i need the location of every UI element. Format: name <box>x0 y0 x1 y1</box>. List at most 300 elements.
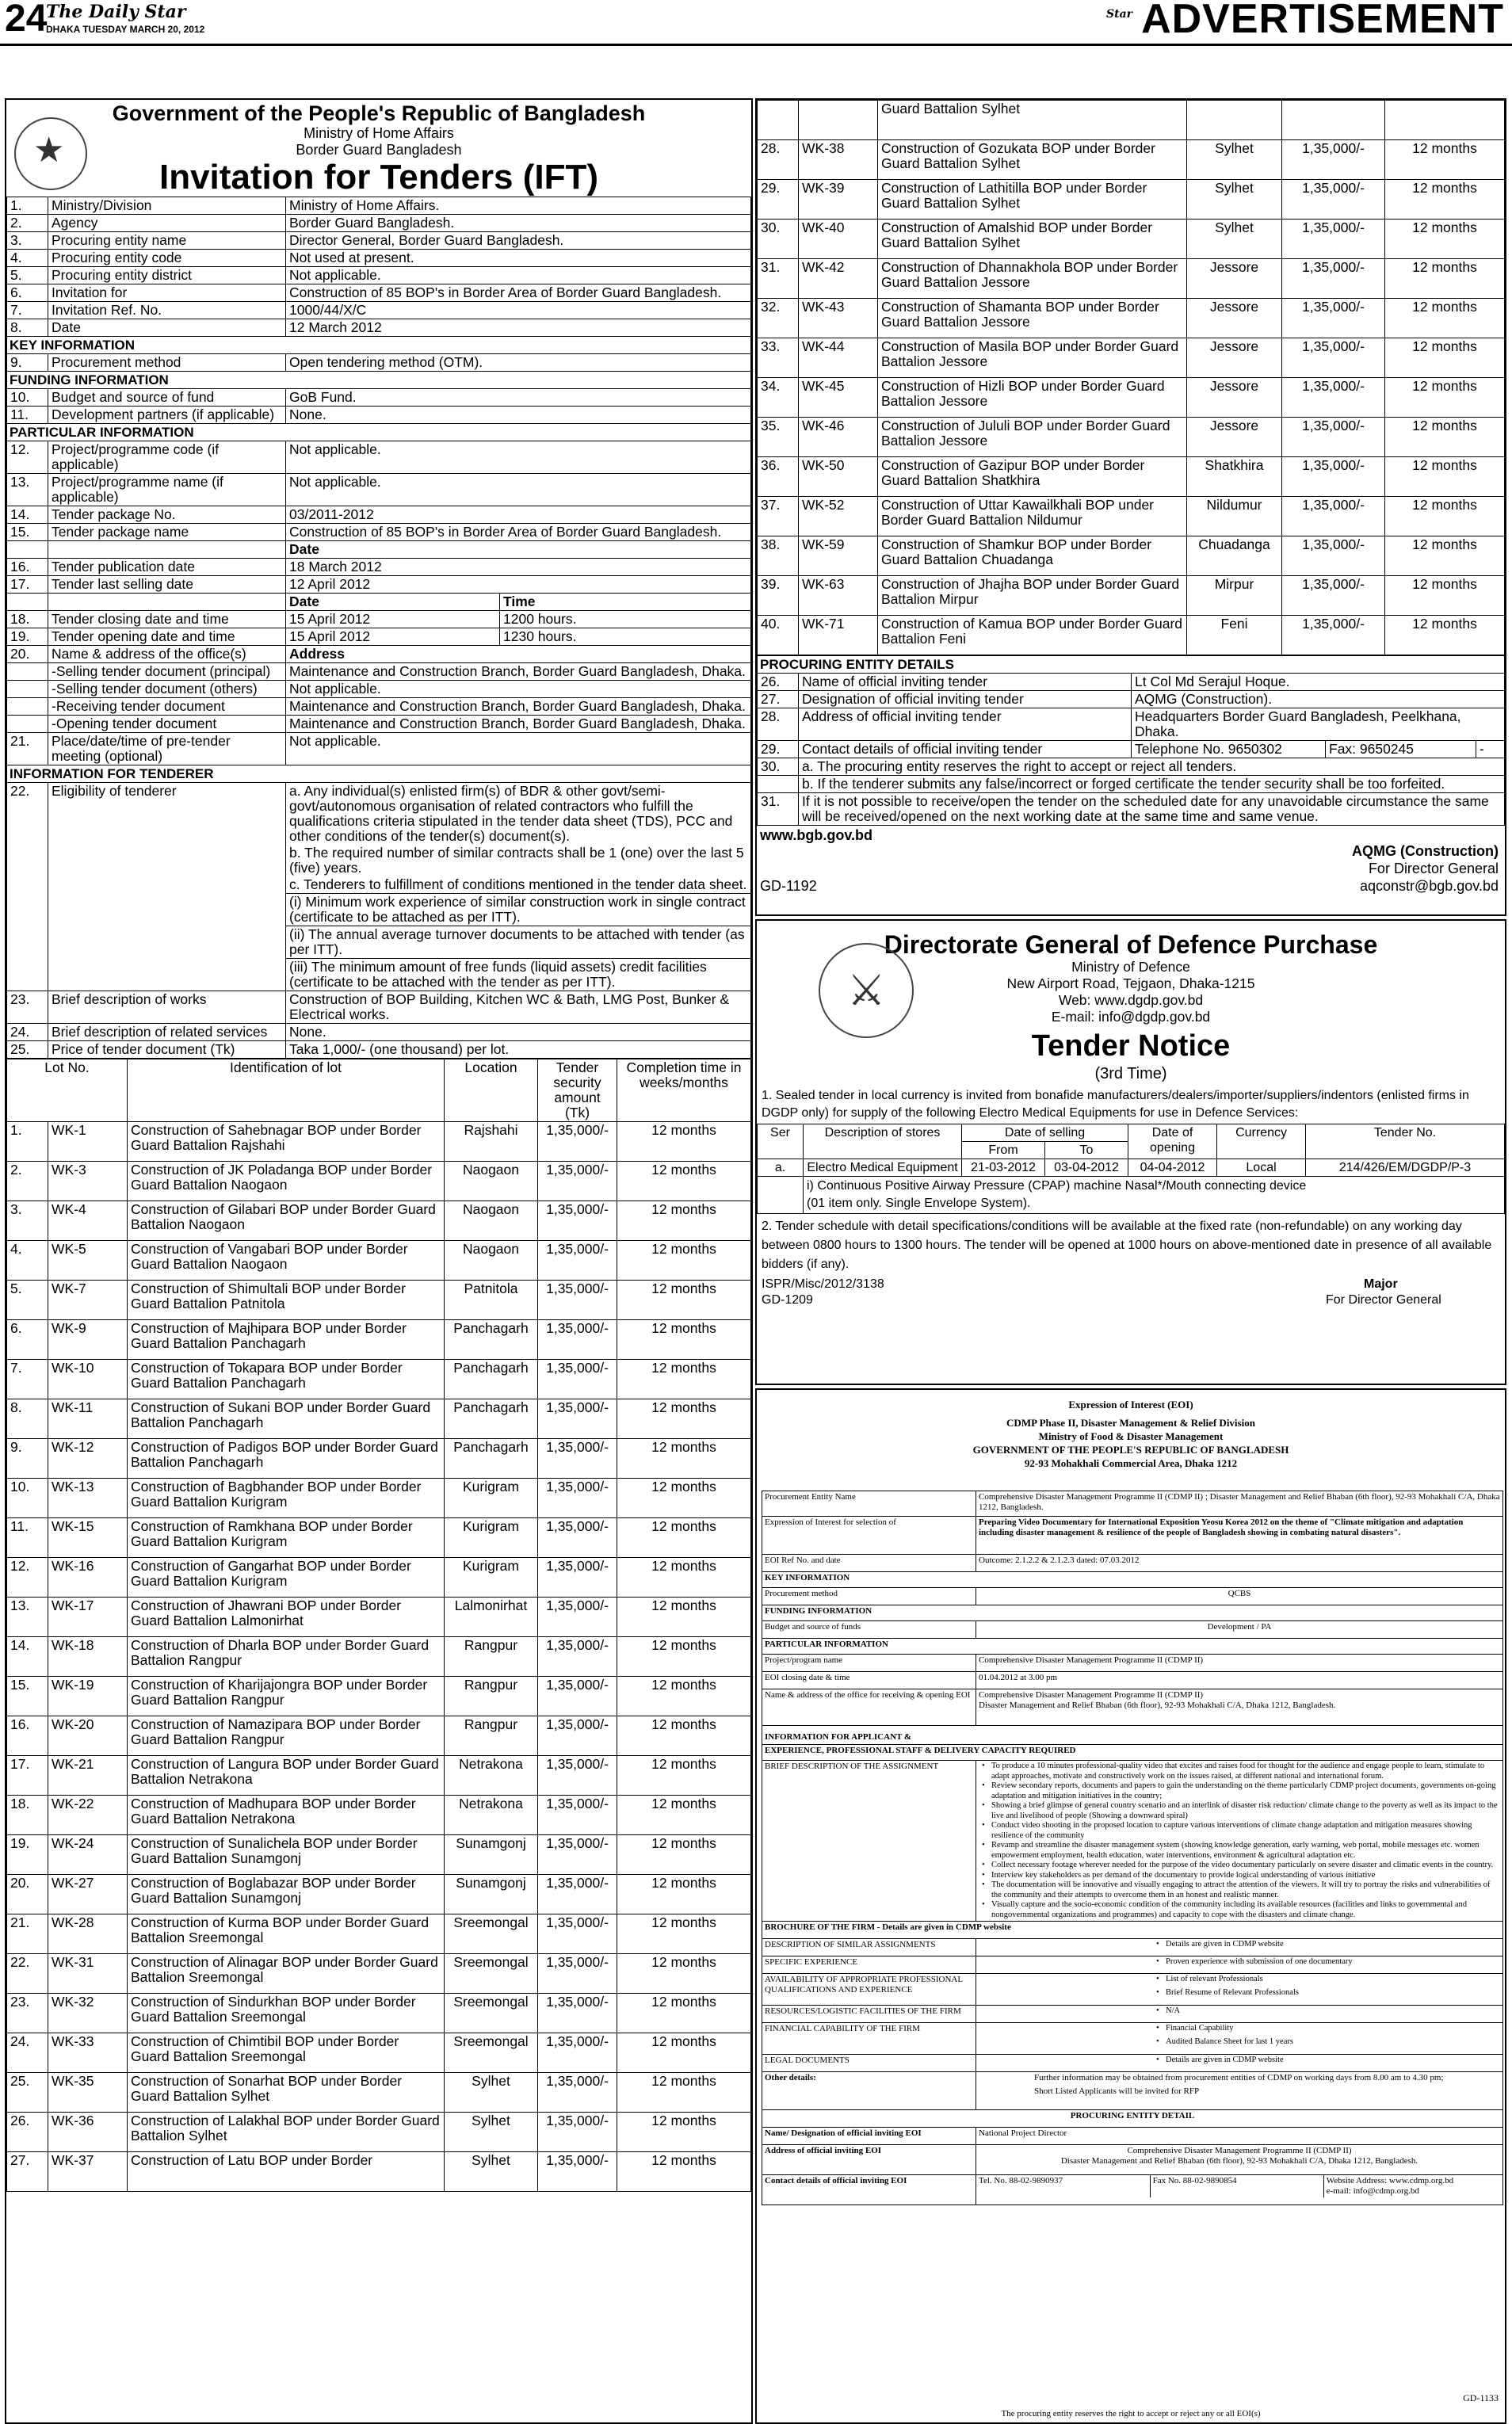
lot-serial: 23. <box>7 1994 48 2033</box>
eligibility-b: b. The required number of similar contracts shall be 1 (one) over the last 5 (five) years. <box>289 845 744 876</box>
lot-completion: 12 months <box>617 1281 751 1320</box>
eligibility-iii: (iii) The minimum amount of free funds (liquid assets) credit facilities (certificate to be attached with the tender as per ITT). <box>289 959 707 990</box>
row-label: Tender package name <box>48 524 286 541</box>
row-value: Not used at present. <box>286 250 751 267</box>
row-label: Contact details of official inviting tender <box>799 741 1132 758</box>
procuring-entity-heading: PROCURING ENTITY DETAILS <box>758 656 1505 674</box>
lot-description: Construction of Vangabari BOP under Border Guard Battalion Naogaon <box>128 1241 445 1281</box>
lot-security: 1,35,000/- <box>1282 616 1385 655</box>
from-header: From <box>962 1142 1045 1159</box>
row-number: 28. <box>758 708 799 741</box>
row-label: Invitation for <box>48 284 286 302</box>
table-row <box>7 389 751 407</box>
row-number: 25. <box>7 1041 48 1059</box>
identification-header: Identification of lot <box>128 1059 445 1122</box>
lot-row <box>7 1637 751 1677</box>
gd-number: GD-1133 <box>1463 2392 1499 2403</box>
lot-row <box>7 2033 751 2073</box>
table-row <box>7 441 751 474</box>
lot-location: Naogaon <box>445 1162 538 1201</box>
lot-completion: 12 months <box>617 1241 751 1281</box>
requirement-item: • Proven experience with submission of one documentary <box>1153 1957 1500 1968</box>
lot-serial: 22. <box>7 1954 48 1994</box>
table-row <box>7 267 751 284</box>
particular-information-heading: PARTICULAR INFORMATION <box>762 1639 1503 1655</box>
row-value: None. <box>286 1024 751 1041</box>
lot-row <box>7 1875 751 1914</box>
lot-location: Patnitola <box>445 1281 538 1320</box>
table-row <box>7 716 751 733</box>
lot-serial: 26. <box>7 2113 48 2152</box>
ift-ministry: Ministry of Home Affairs <box>304 125 454 141</box>
lot-row <box>7 1954 751 1994</box>
contact-fax: Fax No. 88-02-9890854 <box>1150 2175 1323 2197</box>
assignment-bullet: • Conduct video shooting in the proposed location to capture various interventions of climate change adaptation and mitigation measures showing resilience of the community <box>979 1821 1500 1841</box>
lot-security: 1,35,000/- <box>538 1994 617 2033</box>
requirement-list <box>979 1957 1500 1968</box>
requirement-item: • Financial Capability <box>1153 2024 1500 2034</box>
row-label: Name of official inviting tender <box>799 674 1132 691</box>
dgdp-table <box>757 1124 1505 1214</box>
lot-row <box>758 616 1505 655</box>
lot-location: Sylhet <box>1187 180 1282 219</box>
assignment-bullet: • The documentation will be innovative and visually engaging to attract the attention of the viewers. It will try to portray the risks and vulnerabilities of the community and their attempts to overcome them in an honest and realistic manner. <box>979 1880 1500 1900</box>
lot-row <box>758 497 1505 536</box>
lot-location: Netrakona <box>445 1756 538 1796</box>
lot-security: 1,35,000/- <box>1282 497 1385 536</box>
eligibility-a: a. Any individual(s) enlisted firm(s) of BDR & other govt/semi-govt/autonomous organisation of related contractors who fulfill the qualifications criteria stipulated in the tender data sheet (TDS), PCC and other conditions of the tender(s) document(s). <box>289 783 733 844</box>
lot-description: Construction of Bagbhander BOP under Border Guard Battalion Kurigram <box>128 1479 445 1518</box>
lot-security: 1,35,000/- <box>538 1835 617 1875</box>
row-label: Project/program name <box>762 1655 976 1672</box>
lot-description: Construction of Kurma BOP under Border Guard Battalion Sreemongal <box>128 1914 445 1954</box>
key-information-heading: KEY INFORMATION <box>762 1572 1503 1588</box>
row-label: RESOURCES/LOGISTIC FACILITIES OF THE FIRM <box>762 2006 976 2023</box>
lot-code: WK-46 <box>799 418 878 457</box>
row-value: Not applicable. <box>286 474 751 506</box>
row-number <box>7 698 48 716</box>
lot-description: Construction of Majhipara BOP under Border Guard Battalion Panchagarh <box>128 1320 445 1360</box>
row-value: Ministry of Home Affairs. <box>286 197 751 215</box>
lot-security: 1,35,000/- <box>1282 299 1385 338</box>
lot-completion: 12 months <box>617 1954 751 1994</box>
lot-serial: 14. <box>7 1637 48 1677</box>
lot-row <box>7 1241 751 1281</box>
lot-row <box>7 1122 751 1162</box>
lot-code: WK-19 <box>48 1677 128 1716</box>
funding-information-heading: FUNDING INFORMATION <box>762 1605 1503 1621</box>
table-row <box>758 1159 1505 1177</box>
lot-completion: 12 months <box>617 1439 751 1479</box>
lot-description: Construction of Chimtibil BOP under Border Guard Battalion Sreemongal <box>128 2033 445 2073</box>
lot-location: Jessore <box>1187 418 1282 457</box>
lot-completion: 12 months <box>1385 180 1505 219</box>
lot-code: WK-44 <box>799 338 878 378</box>
lot-security: 1,35,000/- <box>538 2033 617 2073</box>
lot-completion: 12 months <box>1385 497 1505 536</box>
row-value: 12 April 2012 <box>286 576 751 594</box>
lot-row <box>7 1162 751 1201</box>
lot-security: 1,35,000/- <box>538 1320 617 1360</box>
requirement-list <box>979 2056 1500 2066</box>
lot-code: WK-63 <box>799 576 878 616</box>
website-link[interactable]: www.bgb.gov.bd <box>760 827 872 843</box>
lot-row <box>7 1281 751 1320</box>
lot-serial: 31. <box>758 259 799 299</box>
lot-security: 1,35,000/- <box>1282 418 1385 457</box>
website-link[interactable]: Website Address: www.cdmp.org.bd <box>1326 2176 1454 2185</box>
row-number: 21. <box>7 733 48 765</box>
lot-location: Lalmonirhat <box>445 1598 538 1637</box>
eoi-title: Expression of Interest (EOI) <box>1068 1399 1193 1411</box>
lot-location: Sunamgonj <box>445 1835 538 1875</box>
lot-completion: 12 months <box>617 2152 751 2192</box>
lot-serial: 24. <box>7 2033 48 2073</box>
row-label: DESCRIPTION OF SIMILAR ASSIGNMENTS <box>762 1939 976 1956</box>
email-link[interactable]: aqconstr@bgb.gov.bd <box>1359 878 1499 894</box>
lot-serial: 10. <box>7 1479 48 1518</box>
table-row <box>758 691 1505 708</box>
row-number: 29. <box>758 741 799 758</box>
lot-code: WK-16 <box>48 1558 128 1598</box>
lot-code: WK-3 <box>48 1162 128 1201</box>
row-number: 30. <box>758 758 799 776</box>
signatory-for: For Director General <box>1368 861 1499 876</box>
row-value: 1000/44/X/C <box>286 302 751 319</box>
row-number: 20. <box>7 646 48 663</box>
lot-serial: 36. <box>758 457 799 497</box>
lot-row <box>758 378 1505 418</box>
completion-header: Completion time in weeks/months <box>617 1059 751 1122</box>
lot-completion: 12 months <box>617 1360 751 1399</box>
tender-notice-title: Tender Notice <box>1031 1029 1231 1063</box>
eoi-footer-note: The procuring entity reserves the right to accept or reject any or all EOI(s) <box>1001 2409 1261 2418</box>
ift-government-title: Government of the People's Republic of Bangladesh <box>112 101 646 125</box>
lot-location: Sreemongal <box>445 1994 538 2033</box>
lot-code: WK-43 <box>799 299 878 338</box>
row-label: Eligibility of tenderer <box>48 783 286 991</box>
lot-serial: 29. <box>758 180 799 219</box>
dgdp-title: Directorate General of Defence Purchase <box>884 930 1378 959</box>
lot-security: 1,35,000/- <box>538 1756 617 1796</box>
cell-open: 04-04-2012 <box>1128 1159 1217 1177</box>
table-row <box>7 215 751 232</box>
lot-serial: 17. <box>7 1756 48 1796</box>
lot-serial: 19. <box>7 1835 48 1875</box>
ift-organization: Border Guard Bangladesh <box>296 142 462 158</box>
row-value: QCBS <box>976 1588 1503 1605</box>
table-row <box>758 708 1505 741</box>
row-label: EOI Ref No. and date <box>762 1555 976 1572</box>
lot-description: Construction of Shamanta BOP under Border Guard Battalion Jessore <box>878 299 1187 338</box>
lot-description: Construction of Boglabazar BOP under Border Guard Battalion Sunamgonj <box>128 1875 445 1914</box>
table-row <box>762 2175 1503 2205</box>
lot-completion: 12 months <box>1385 616 1505 655</box>
row-label: -Selling tender document (principal) <box>48 663 286 681</box>
lot-row <box>758 457 1505 497</box>
table-row <box>762 1672 1503 1689</box>
dgdp-emblem-icon: ⚔ <box>819 943 914 1038</box>
lot-completion: 12 months <box>617 1835 751 1875</box>
lot-code: WK-24 <box>48 1835 128 1875</box>
assignment-bullet: • Collect necessary footage wherever needed for the purpose of the video documentary particularly on severe disaster and climatic events in the country. <box>979 1861 1500 1871</box>
row-label: Name & address of the office(s) <box>48 646 286 663</box>
row-label: Project/programme code (if applicable) <box>48 441 286 474</box>
row-label: Brief description of works <box>48 991 286 1024</box>
row-label: Address of official inviting EOI <box>762 2145 976 2175</box>
email-link[interactable]: e-mail: info@cdmp.org.bd <box>1326 2186 1419 2196</box>
lot-completion: 12 months <box>1385 418 1505 457</box>
lot-code: WK-9 <box>48 1320 128 1360</box>
row-number: 11. <box>7 407 48 424</box>
table-row <box>762 2145 1503 2175</box>
lot-description: Construction of Gangarhat BOP under Border Guard Battalion Kurigram <box>128 1558 445 1598</box>
desc-header: Description of stores <box>804 1124 962 1159</box>
row-label: Name/ Designation of official inviting EOI <box>762 2128 976 2145</box>
lot-security: 1,35,000/- <box>538 1716 617 1756</box>
row-label: Expression of Interest for selection of <box>762 1517 976 1555</box>
lot-security: 1,35,000/- <box>538 1796 617 1835</box>
row-label: Development partners (if applicable) <box>48 407 286 424</box>
lot-code: WK-31 <box>48 1954 128 1994</box>
lot-location: Netrakona <box>445 1796 538 1835</box>
lot-description: Construction of Namazipara BOP under Border Guard Battalion Rangpur <box>128 1716 445 1756</box>
row-number: 24. <box>7 1024 48 1041</box>
lot-completion: 12 months <box>617 1201 751 1241</box>
lot-serial: 16. <box>7 1716 48 1756</box>
lot-serial: 1. <box>7 1122 48 1162</box>
row-label: Budget and source of funds <box>762 1621 976 1639</box>
lot-completion: 12 months <box>617 1479 751 1518</box>
row-value: Lt Col Md Serajul Hoque. <box>1132 674 1505 691</box>
requirement-item: • Brief Resume of Relevant Professionals <box>1153 1988 1500 1998</box>
lot-completion: 12 months <box>1385 576 1505 616</box>
eoi-government: GOVERNMENT OF THE PEOPLE'S REPUBLIC OF BANGLADESH <box>972 1444 1289 1456</box>
table-row <box>762 1621 1503 1639</box>
table-row <box>762 1761 1503 1922</box>
lot-location: Kurigram <box>445 1479 538 1518</box>
row-number: 19. <box>7 628 48 646</box>
lot-description: Construction of Gazipur BOP under Border Guard Battalion Shatkhira <box>878 457 1187 497</box>
row-value: Maintenance and Construction Branch, Border Guard Bangladesh, Dhaka. <box>286 663 751 681</box>
cell-ser: a. <box>758 1159 804 1177</box>
row-label: Contact details of official inviting EOI <box>762 2175 976 2205</box>
lot-description: Construction of Dharla BOP under Border Guard Battalion Rangpur <box>128 1637 445 1677</box>
lot-description: Construction of Sindurkhan BOP under Border Guard Battalion Sreemongal <box>128 1994 445 2033</box>
lot-row <box>7 2152 751 2192</box>
row-value: Comprehensive Disaster Management Programme II (CDMP II) <box>979 1690 1204 1700</box>
assignment-bullet: • Visually capture and the socio-economic condition of the community including its available resources (facilities and links to governmental and nongovernmental organizations and programmes) and capacity to cope with the disasters and climate change. <box>979 1900 1500 1920</box>
lot-row <box>7 1201 751 1241</box>
row-number: 18. <box>7 611 48 628</box>
row-value: None. <box>286 407 751 424</box>
lot-location: Naogaon <box>445 1201 538 1241</box>
newspaper-name: The Daily Star <box>46 2 186 22</box>
lot-code: WK-39 <box>799 180 878 219</box>
row-number: 16. <box>7 559 48 576</box>
lot-code: WK-38 <box>799 140 878 180</box>
row-label: -Receiving tender document <box>48 698 286 716</box>
row-label: Agency <box>48 215 286 232</box>
lot-serial: 13. <box>7 1598 48 1637</box>
gd-number: GD-1192 <box>760 878 817 894</box>
lot-row <box>7 1914 751 1954</box>
table-row <box>762 1555 1503 1572</box>
lot-code: WK-32 <box>48 1994 128 2033</box>
lot-location: Mirpur <box>1187 576 1282 616</box>
lot-code: WK-21 <box>48 1756 128 1796</box>
experience-heading: EXPERIENCE, PROFESSIONAL STAFF & DELIVERY CAPACITY REQUIRED <box>762 1745 1503 1761</box>
lot-serial: 35. <box>758 418 799 457</box>
lot-description: Construction of Madhupara BOP under Border Guard Battalion Netrakona <box>128 1796 445 1835</box>
contact-telephone: Tel. No. 88-02-9890937 <box>976 2175 1150 2197</box>
row-label: Procurement Entity Name <box>762 1491 976 1517</box>
lot-row <box>7 1558 751 1598</box>
row-label: Brief description of related services <box>48 1024 286 1041</box>
row-value: Not applicable. <box>286 267 751 284</box>
lot-description: Construction of Gilabari BOP under Border Guard Battalion Naogaon <box>128 1201 445 1241</box>
lot-description: Construction of Uttar Kawailkhali BOP under Border Guard Battalion Nildumur <box>878 497 1187 536</box>
lot-row <box>758 338 1505 378</box>
cell-currency: Local <box>1217 1159 1306 1177</box>
tenderer-information-heading: INFORMATION FOR TENDERER <box>7 765 751 783</box>
lot-serial: 9. <box>7 1439 48 1479</box>
row-number <box>7 681 48 698</box>
cell-desc: Electro Medical Equipment <box>804 1159 962 1177</box>
row-number: 15. <box>7 524 48 541</box>
lot-location: Jessore <box>1187 299 1282 338</box>
lot-code: WK-52 <box>799 497 878 536</box>
continued-lot-text: Guard Battalion Sylhet <box>878 101 1187 140</box>
key-information-heading: KEY INFORMATION <box>7 337 751 354</box>
row-value: Further information may be obtained from procurement entities of CDMP on working days from 8.00 am to 4.30 pm; <box>1034 2073 1444 2082</box>
row-label: BRIEF DESCRIPTION OF THE ASSIGNMENT <box>762 1761 976 1922</box>
table-row <box>7 698 751 716</box>
star-logo: Star <box>1106 8 1133 21</box>
lot-location: Rangpur <box>445 1637 538 1677</box>
lot-location: Sreemongal <box>445 1914 538 1954</box>
lot-code: WK-17 <box>48 1598 128 1637</box>
row-number: 26. <box>758 674 799 691</box>
row-value: Comprehensive Disaster Management Programme II (CDMP II) <box>1127 2146 1352 2155</box>
table-row <box>758 776 1505 793</box>
row-value: Address <box>286 646 751 663</box>
lot-security: 1,35,000/- <box>1282 576 1385 616</box>
lot-description: Construction of Kamua BOP under Border Guard Battalion Feni <box>878 616 1187 655</box>
lot-security: 1,35,000/- <box>1282 140 1385 180</box>
lot-row <box>7 1994 751 2033</box>
table-row <box>7 319 751 337</box>
lot-completion: 12 months <box>617 2073 751 2113</box>
lot-description: Construction of Sukani BOP under Border Guard Battalion Panchagarh <box>128 1399 445 1439</box>
lot-serial: 4. <box>7 1241 48 1281</box>
lot-location: Jessore <box>1187 259 1282 299</box>
lot-code: WK-18 <box>48 1637 128 1677</box>
row-number: 10. <box>7 389 48 407</box>
lot-row <box>7 1360 751 1399</box>
lot-description: Construction of Amalshid BOP under Border Guard Battalion Sylhet <box>878 219 1187 259</box>
table-row <box>7 628 751 646</box>
lot-code: WK-71 <box>799 616 878 655</box>
row-number <box>7 716 48 733</box>
selling-header: Date of selling <box>962 1124 1128 1142</box>
row-label: Date <box>48 319 286 337</box>
lot-completion: 12 months <box>1385 378 1505 418</box>
row-value: Comprehensive Disaster Management Programme II (CDMP II) <box>976 1655 1503 1672</box>
lot-code: WK-36 <box>48 2113 128 2152</box>
signatory-rank: Major <box>1364 1277 1398 1291</box>
row-number: 13. <box>7 474 48 506</box>
row-label: -Selling tender document (others) <box>48 681 286 698</box>
lot-security: 1,35,000/- <box>538 1875 617 1914</box>
row-label: Price of tender document (Tk) <box>48 1041 286 1059</box>
procuring-entity-table <box>757 655 1505 826</box>
table-row <box>7 474 751 506</box>
requirement-item: • List of relevant Professionals <box>1153 1975 1500 1985</box>
row-number: 9. <box>7 354 48 372</box>
row-label: Ministry/Division <box>48 197 286 215</box>
lot-code: WK-59 <box>799 536 878 576</box>
table-row <box>758 758 1505 776</box>
bgb-emblem-icon: ★ <box>14 117 87 190</box>
lot-security: 1,35,000/- <box>538 1439 617 1479</box>
lot-code: WK-27 <box>48 1875 128 1914</box>
row-label: SPECIFIC EXPERIENCE <box>762 1956 976 1974</box>
tender-notice-edition: (3rd Time) <box>1094 1065 1167 1082</box>
lot-code: WK-5 <box>48 1241 128 1281</box>
table-row <box>7 783 751 991</box>
row-value: a. The procuring entity reserves the right to accept or reject all tenders. <box>799 758 1505 776</box>
row-number: 14. <box>7 506 48 524</box>
lot-serial: 34. <box>758 378 799 418</box>
row-label: Project/programme name (if applicable) <box>48 474 286 506</box>
table-row <box>762 2055 1503 2072</box>
issue-date: DHAKA TUESDAY MARCH 20, 2012 <box>46 24 205 35</box>
lot-serial: 11. <box>7 1518 48 1558</box>
lot-completion: 12 months <box>617 1756 751 1796</box>
lot-completion: 12 months <box>1385 536 1505 576</box>
row-label: Tender package No. <box>48 506 286 524</box>
assignment-bullet-list <box>979 1762 1500 1920</box>
lot-completion: 12 months <box>1385 299 1505 338</box>
table-row <box>758 741 1505 758</box>
particular-information-heading: PARTICULAR INFORMATION <box>7 424 751 441</box>
dgdp-website[interactable]: Web: www.dgdp.gov.bd <box>1058 992 1204 1008</box>
row-value: Construction of 85 BOP's in Border Area of Border Guard Bangladesh. <box>286 524 751 541</box>
lot-row <box>758 259 1505 299</box>
row-value: Outcome: 2.1.2.2 & 2.1.2.3 dated: 07.03.2012 <box>976 1555 1503 1572</box>
lot-location: Naogaon <box>445 1241 538 1281</box>
lot-security: 1,35,000/- <box>538 1360 617 1399</box>
lot-location: Chuadanga <box>1187 536 1282 576</box>
brochure-heading: BROCHURE OF THE FIRM - Details are given in CDMP website <box>762 1922 1503 1939</box>
table-row <box>758 674 1505 691</box>
lot-location: Rangpur <box>445 1716 538 1756</box>
lot-location: Panchagarh <box>445 1320 538 1360</box>
dgdp-email[interactable]: E-mail: info@dgdp.gov.bd <box>1051 1009 1211 1025</box>
table-row <box>762 1517 1503 1555</box>
lot-serial: 12. <box>7 1558 48 1598</box>
row-label: -Opening tender document <box>48 716 286 733</box>
lot-completion: 12 months <box>1385 219 1505 259</box>
row-value: National Project Director <box>976 2128 1503 2145</box>
lot-location: Sreemongal <box>445 2033 538 2073</box>
cell-tender-no: 214/426/EM/DGDP/P-3 <box>1306 1159 1505 1177</box>
location-header: Location <box>445 1059 538 1122</box>
row-label: EOI closing date & time <box>762 1672 976 1689</box>
row-label: Procuring entity name <box>48 232 286 250</box>
signatory-for: For Director General <box>1326 1293 1441 1307</box>
